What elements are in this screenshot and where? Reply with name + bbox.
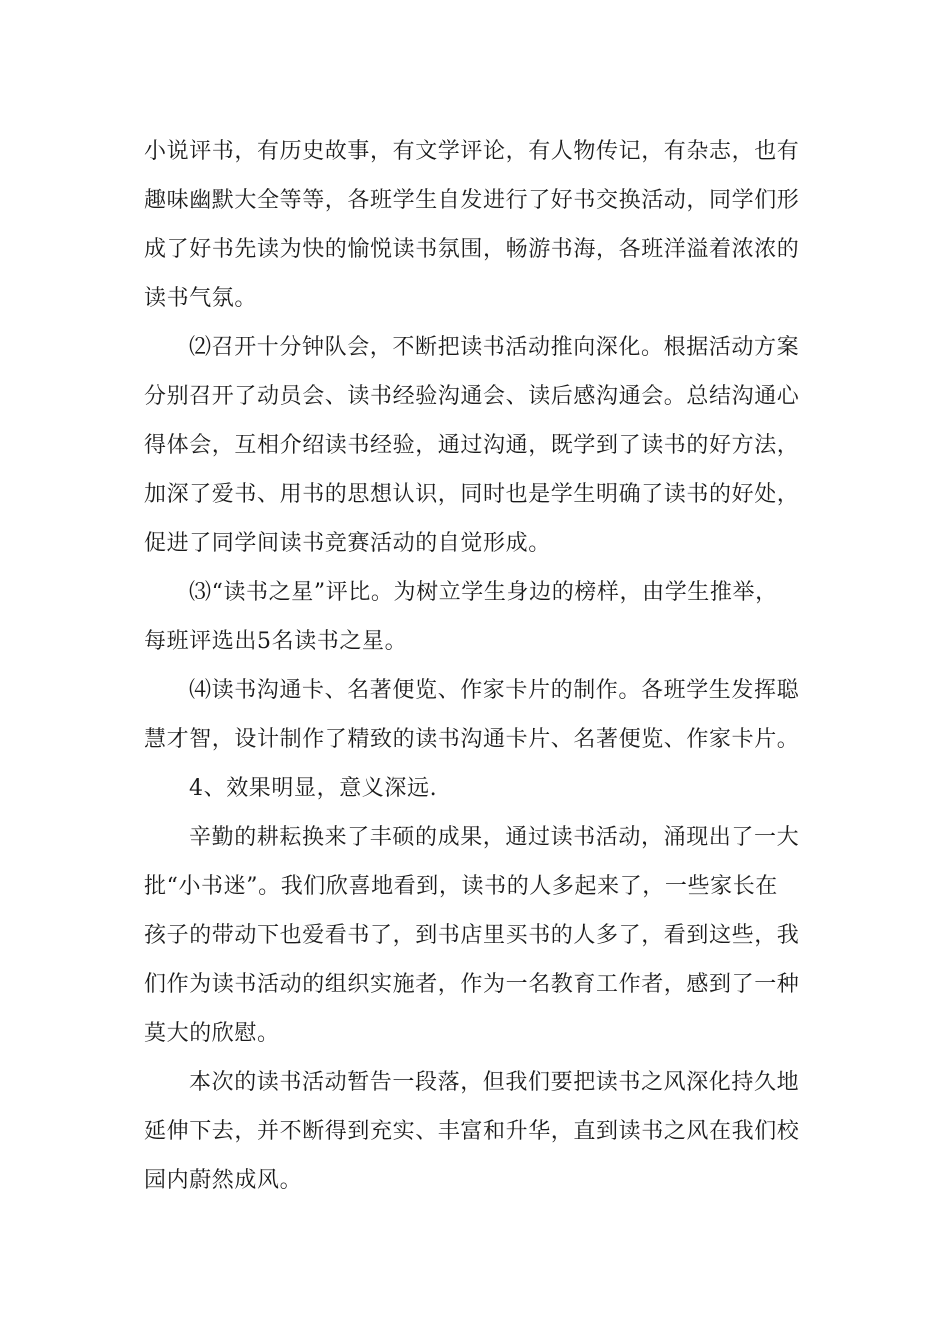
text-line: 孩子的带动下也爱看书了，到书店里买书的人多了，看到这些，我 xyxy=(144,923,800,948)
document-body xyxy=(144,127,808,1205)
text-line: 趣味幽默大全等等，各班学生自发进行了好书交换活动，同学们形 xyxy=(144,188,800,213)
paragraph xyxy=(144,323,808,568)
paragraph xyxy=(144,1058,808,1205)
paragraph xyxy=(144,568,808,666)
text-line: 本次的读书活动暂告一段落，但我们要把读书之风深化持久地 xyxy=(189,1070,800,1095)
section-heading xyxy=(144,764,808,813)
text-line: 莫大的欣慰。 xyxy=(144,1021,280,1046)
text-line: 们作为读书活动的组织实施者，作为一名教育工作者，感到了一种 xyxy=(144,972,800,997)
text-line: ⑶“读书之星”评比。为树立学生身边的榜样，由学生推举， xyxy=(189,580,778,605)
text-line: 批“小书迷”。我们欣喜地看到，读书的人多起来了，一些家长在 xyxy=(144,874,778,899)
text-line: ⑵召开十分钟队会，不断把读书活动推向深化。根据活动方案 xyxy=(189,335,800,360)
text-line: 促进了同学间读书竞赛活动的自觉形成。 xyxy=(144,531,551,556)
text-line: 得体会，互相介绍读书经验，通过沟通，既学到了读书的好方法， xyxy=(144,433,800,458)
text-line: 辛勤的耕耘换来了丰硕的成果，通过读书活动，涌现出了一大 xyxy=(189,825,800,850)
text-line: 成了好书先读为快的愉悦读书氛围，畅游书海，各班洋溢着浓浓的 xyxy=(144,237,800,262)
text-line: 分别召开了动员会、读书经验沟通会、读后感沟通会。总结沟通心 xyxy=(144,384,800,409)
text-line: 园内蔚然成风。 xyxy=(144,1168,303,1193)
text-line: ⑷读书沟通卡、名著便览、作家卡片的制作。各班学生发挥聪 xyxy=(189,678,800,703)
text-line: 每班评选出5名读书之星。 xyxy=(144,629,408,654)
text-line: 慧才智，设计制作了精致的读书沟通卡片、名著便览、作家卡片。 xyxy=(144,727,800,752)
paragraph xyxy=(144,666,808,764)
paragraph xyxy=(144,813,808,1058)
text-line: 加深了爱书、用书的思想认识，同时也是学生明确了读书的好处， xyxy=(144,482,800,507)
text-line: 小说评书，有历史故事，有文学评论，有人物传记，有杂志，也有 xyxy=(144,139,800,164)
text-line: 读书气氛。 xyxy=(144,286,258,311)
paragraph xyxy=(144,127,808,323)
text-line: 延伸下去，并不断得到充实、丰富和升华，直到读书之风在我们校 xyxy=(144,1119,800,1144)
text-line: 4、效果明显，意义深远. xyxy=(189,776,438,801)
